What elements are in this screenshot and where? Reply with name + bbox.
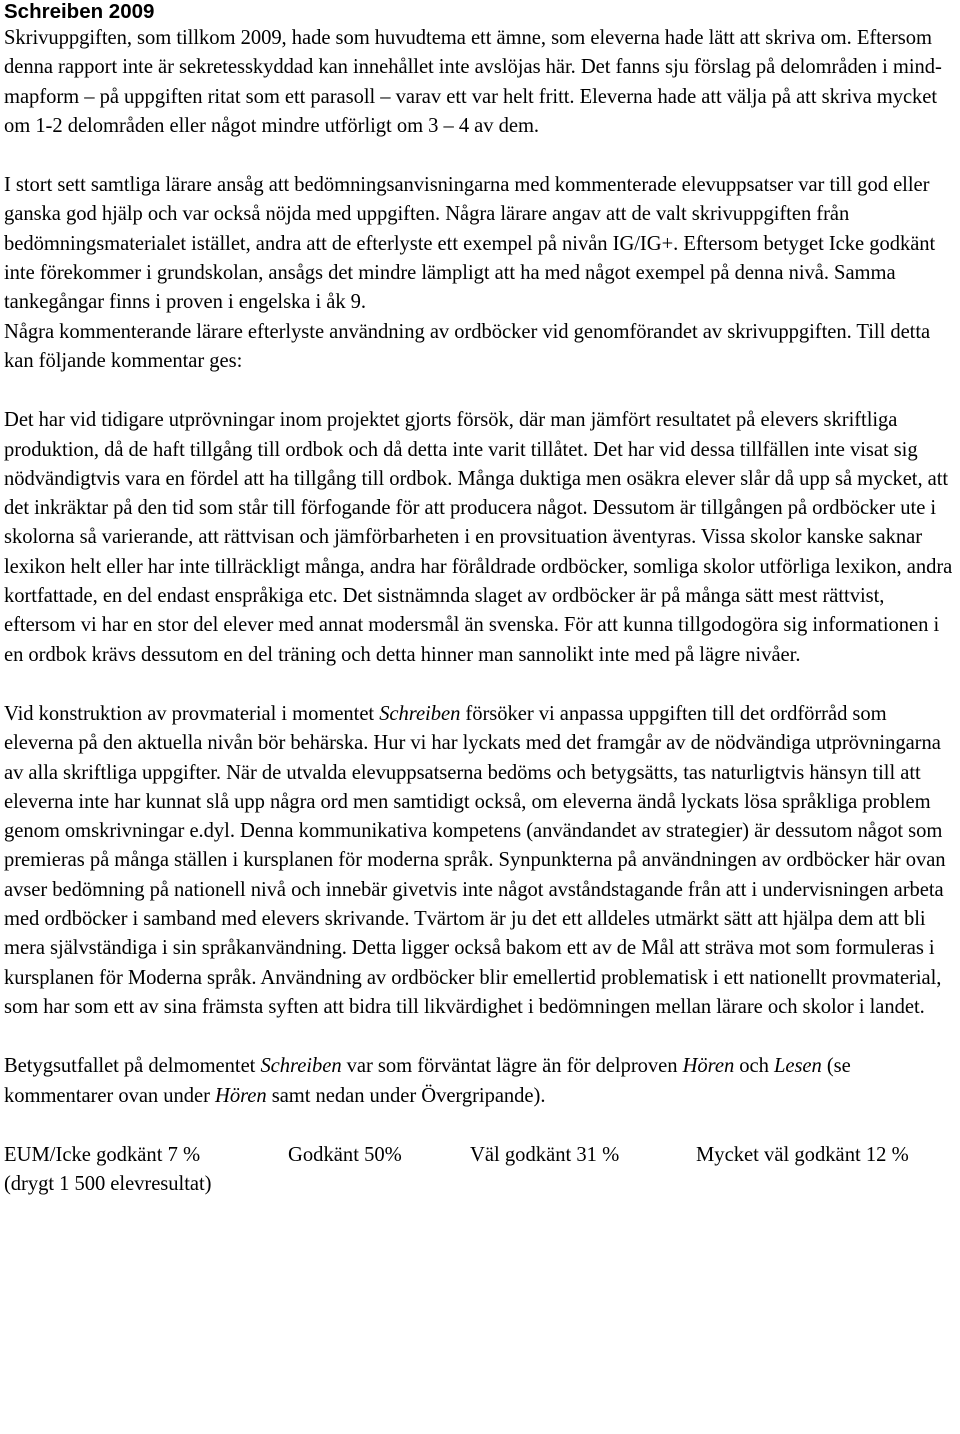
italic-term: Schreiben [260,1055,342,1078]
text-run: (se kommentarer ovan under [4,1055,851,1107]
text-run: Vid konstruktion av provmaterial i momentet [4,702,380,725]
section-heading: Schreiben 2009 [4,0,155,23]
text-run: samt nedan under Övergripande). [266,1084,546,1107]
grade-mvg-stat: Mycket väl godkänt 12 % [696,1143,909,1166]
result-count-note: (drygt 1 500 elevresultat) [4,1173,212,1196]
grade-ig-stat: EUM/Icke godkänt 7 % [4,1143,201,1166]
text-run: Betygsutfallet på delmomentet [4,1055,261,1078]
paragraph-gap [4,670,956,700]
paragraph-gap [4,1022,956,1052]
paragraph-gap [4,376,956,406]
paragraph-gap [4,141,956,171]
italic-term: Lesen [773,1055,822,1078]
grade-distribution-row [4,1141,956,1170]
paragraph-construction [4,700,956,1022]
text-run: och [734,1055,774,1078]
paragraph-grade-outcome [4,1052,956,1111]
paragraph-gap [4,1111,956,1141]
paragraph-task-description: Skrivuppgiften, som tillkom 2009, hade som huvudtema ett ämne, som eleverna hade lätt att skriva om. Eftersom denna rapport inte är sekretesskyddad kan innehållet inte avslöjas här. Det fanns sju förslag på delområden i mind-mapform – på uppgiften ritat som ett parasoll – varav ett var helt fritt. Eleverna hade att välja på att skriva mycket om 1-2 delområden eller något mindre utförligt om 3 – 4 av dem. [4,27,942,137]
italic-term: Hören [215,1084,267,1107]
grade-g-stat: Godkänt 50% [288,1143,402,1166]
text-run: var som förväntat lägre än för delproven [341,1055,683,1078]
grade-vg-stat: Väl godkänt 31 % [470,1143,620,1166]
italic-term: Schreiben [379,702,461,725]
paragraph-dictionary-request: Några kommenterande lärare efterlyste användning av ordböcker vid genomförandet av skrivuppgiften. Till detta kan följande kommentar ges: [4,320,931,372]
italic-term: Hören [682,1055,735,1078]
text-run: försöker vi anpassa uppgiften till det ordförråd som eleverna på den aktuella nivån bör behärska. Hur vi har lyckats med det framgår av de nödvändiga utprövningarna av alla skriftliga uppgifter. När de utvalda elevuppsatserna bedöms och betygsätts, tas naturligtvis hänsyn till att eleverna inte har kunnat slå upp några ord men samtidigt också, om eleverna ändå lyckats lösa språkliga problem genom omskrivningar e.dyl. Denna kommunikativa kompetens (användandet av strategier) är dessutom något som premieras på många ställen i kursplanen för moderna språk. Synpunkterna på användningen av ordböcker här ovan avser bedömning på nationell nivå och innebär givetvis inte något avståndstagande från att i undervisningen arbeta med ordböcker i samband med elevers skrivande. Tvärtom är ju det ett alldeles utmärkt sätt att hjälpa dem att bli mera självständiga i sin språkanvändning. Detta ligger också bakom ett av de Mål att sträva mot som formuleras i kursplanen för Moderna språk. Användning av ordböcker blir emellertid problematisk i ett nationellt provmaterial, som har som ett av sina främsta syften att bidra till likvärdighet i bedömningen mellan lärare och skolor i landet. [4,702,946,1018]
paragraph-dictionary-comment: Det har vid tidigare utprövningar inom projektet gjorts försök, där man jämfört resultatet på elevers skriftliga produktion, då de haft tillgång till ordbok och då detta inte varit tillåtet. Det har vid dessa tillfällen inte visat sig nödvändigtvis vara en fördel att ha tillgång till ordbok. Många duktiga men osäkra elever slår då upp så mycket, att det inkräktar på den tid som står till förfogande för att producera något. Dessutom är tillgången på ordböcker ute i skolorna så varierande, att rättvisan och jämförbarheten i en provsituation äventyras. Vissa skolor kanske saknar lexikon helt eller har inte tillräckligt många, andra har föråldrade ordböcker, somliga skolor utförliga lexikon, andra kortfattade, en del endast enspråkiga etc. Det sistnämnda slaget av ordböcker är på många sätt mest rättvist, eftersom vi har en stor del elever med annat modersmål än svenska. För att kunna tillgodogöra sig informationen i en ordbok krävs dessutom en del träning och detta hinner man sannolikt inte med på lägre nivåer. [4,409,953,666]
paragraph-teacher-feedback: I stort sett samtliga lärare ansåg att bedömningsanvisningarna med kommenterade elevuppsatser var till god eller ganska god hjälp och var också nöjda med uppgiften. Några lärare angav att de valt skrivuppgiften från bedömningsmaterialet istället, andra att de efterlyste ett exempel på nivån IG/IG+. Eftersom betyget Icke godkänt inte förekommer i grundskolan, ansågs det mindre lämpligt att ha med något exempel på denna nivå. Samma tankegångar finns i proven i engelska i åk 9. [4,174,936,314]
